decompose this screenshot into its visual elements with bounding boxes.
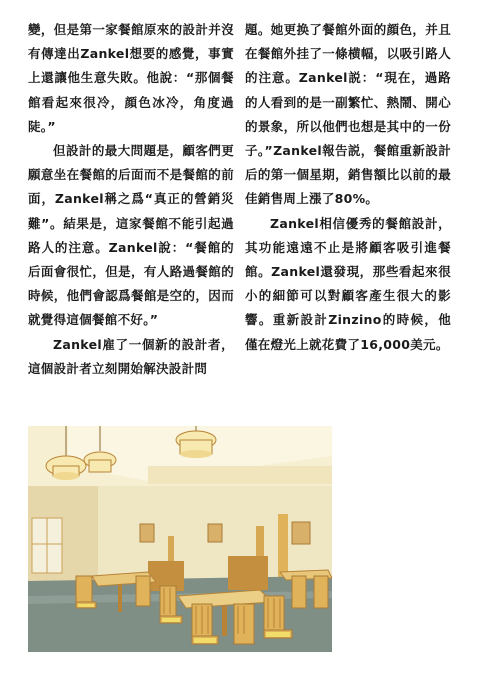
text-column-left: [28, 18, 234, 381]
paragraph: Zankel雇了一個新的設計者，這個設計者立刻開始解決設計問: [28, 336, 234, 376]
paragraph: 但設計的最大問題是，顧客們更願意坐在餐館的后面而不是餐館的前面，Zankel稱之爲“真正的營銷災難”。結果是，這家餐館不能引起過路人的注意。Zankel說：“餐館的后面會很忙，但是，有人路過餐館的時候，他們會認爲餐館是空的，因而就覺得這個餐館不好。”: [28, 143, 234, 328]
paragraph: 題。她更换了餐館外面的顔色，并且在餐館外挂了一條横幅，以吸引路人的注意。Zankel説：“現在，過路的人看到的是一副繁忙、熱鬧、開心的景象，所以他們也想是其中的一份子。”Zankel報告説，餐館重新設計后的第一個星期，銷售額比以前的最佳銷售周上漲了80%。: [245, 22, 451, 207]
paragraph: 變，但是第一家餐館原來的設計并沒有傳達出Zankel想要的感覺，事實上還讓他生意失敗。他說：“那個餐館看起來很冷，顔色冰冷，角度過陡。”: [28, 22, 234, 134]
paragraph: Zankel相信優秀的餐館設計，其功能遠遠不止是將顧客吸引進餐館。Zankel還發現，那些看起來很小的細節可以對顧客產生很大的影響。重新設計Zinzino的時候，他僅在燈光上就花費了16,000美元。: [245, 215, 451, 352]
restaurant-interior-photo: [28, 426, 332, 652]
text-column-right: [245, 18, 451, 357]
